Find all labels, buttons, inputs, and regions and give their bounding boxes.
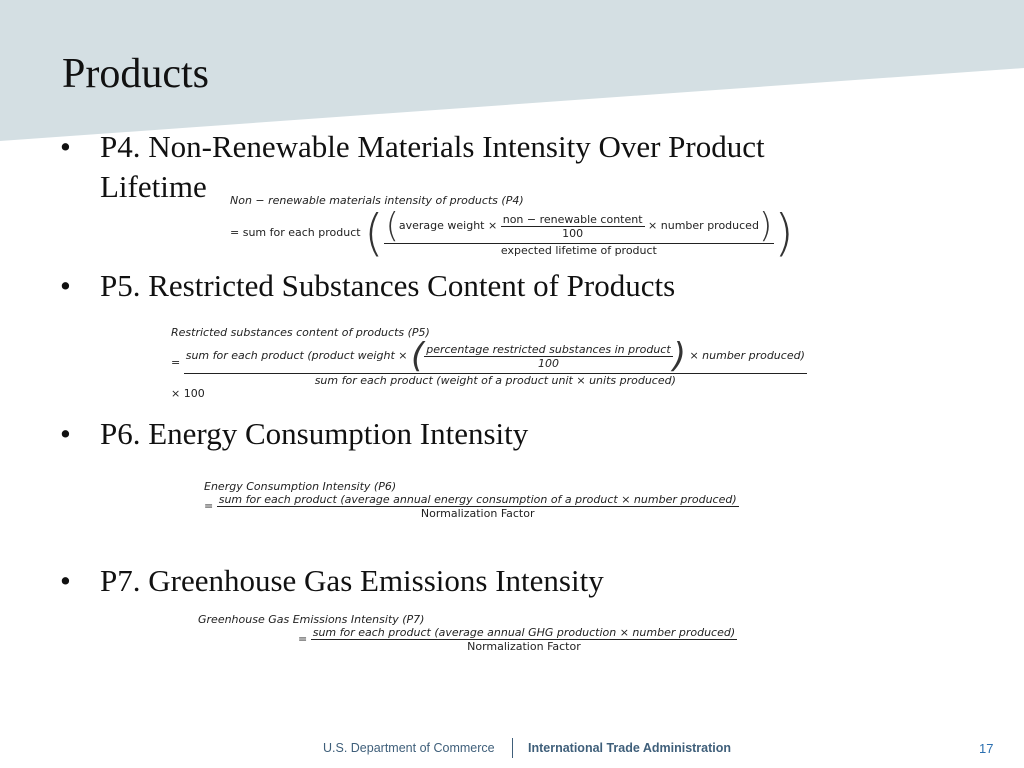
formula-p7-name: Greenhouse Gas Emissions Intensity (P7) (198, 613, 425, 626)
formula-p6 (204, 480, 739, 520)
close-paren-icon: ) (774, 204, 794, 262)
bullet-p5 (60, 266, 675, 306)
bullet-p7 (60, 561, 604, 601)
formula-p5-inner-fraction (424, 343, 672, 370)
footer-divider (512, 738, 513, 758)
formula-p5-equals: = (171, 356, 181, 369)
bullet-dot: • (60, 129, 71, 164)
formula-p6-name: Energy Consumption Intensity (P6) (204, 480, 397, 493)
formula-p6-numerator: sum for each product (average annual energy consumption of a product × number produced) (218, 493, 737, 506)
bullet-p6-text: P6. Energy Consumption Intensity (100, 416, 529, 451)
formula-p5 (171, 326, 807, 400)
formula-p4-prefix: = sum for each product (230, 226, 361, 239)
bullet-dot: • (60, 268, 71, 303)
formula-p6-fraction (217, 493, 739, 520)
slide-title: Products (62, 51, 209, 97)
formula-p4 (230, 194, 794, 262)
bullet-p4-line2: Lifetime (100, 169, 207, 204)
formula-p5-main-fraction (184, 336, 807, 387)
formula-p4-inner-right: × number produced (648, 219, 759, 232)
close-paren-icon: ) (758, 206, 773, 246)
formula-p7-numerator: sum for each product (average annual GHG production × number produced) (312, 626, 736, 639)
formula-p7-equals: = (298, 632, 308, 646)
formula-p4-name: Non − renewable materials intensity of products (P4) (230, 194, 524, 207)
formula-p4-inner-num: non − renewable content (502, 212, 643, 226)
bullet-p4-line1: P4. Non-Renewable Materials Intensity Over Product (100, 129, 765, 164)
formula-p4-inner-fraction (501, 213, 645, 240)
formula-p7-denominator: Normalization Factor (467, 640, 581, 653)
formula-p6-equals: = (204, 499, 214, 513)
open-paren-icon: ( (364, 204, 384, 262)
formula-p5-num-left: sum for each product (product weight × (185, 349, 408, 362)
open-paren-icon: ( (410, 336, 425, 376)
bullet-dot: • (60, 563, 71, 598)
formula-p6-denominator: Normalization Factor (420, 507, 535, 520)
footer-department: U.S. Department of Commerce (323, 741, 495, 755)
close-paren-icon: ) (672, 336, 686, 376)
formula-p5-name: Restricted substances content of products (P5) (171, 326, 430, 339)
formula-p5-multiplier: × 100 (171, 387, 205, 400)
formula-p4-denominator: expected lifetime of product (500, 244, 657, 257)
formula-p5-denominator: sum for each product (weight of a product unit × units produced) (314, 374, 676, 387)
formula-p5-inner-den: 100 (537, 356, 559, 370)
formula-p5-inner-num: percentage restricted substances in product (426, 342, 671, 356)
bullet-p5-text: P5. Restricted Substances Content of Products (100, 268, 676, 303)
bullet-p7-text: P7. Greenhouse Gas Emissions Intensity (100, 563, 604, 598)
open-paren-icon: ( (385, 206, 399, 246)
formula-p7 (198, 613, 737, 653)
formula-p4-main-fraction (384, 206, 775, 257)
bullet-dot: • (60, 416, 71, 451)
footer-agency: International Trade Administration (528, 741, 732, 755)
page-number: 17 (979, 741, 994, 756)
formula-p4-inner-left: average weight × (398, 219, 498, 232)
bullet-p6 (60, 414, 528, 454)
formula-p7-fraction (311, 626, 737, 653)
formula-p4-inner-den: 100 (562, 226, 584, 240)
formula-p5-num-right: × number produced) (689, 349, 805, 362)
